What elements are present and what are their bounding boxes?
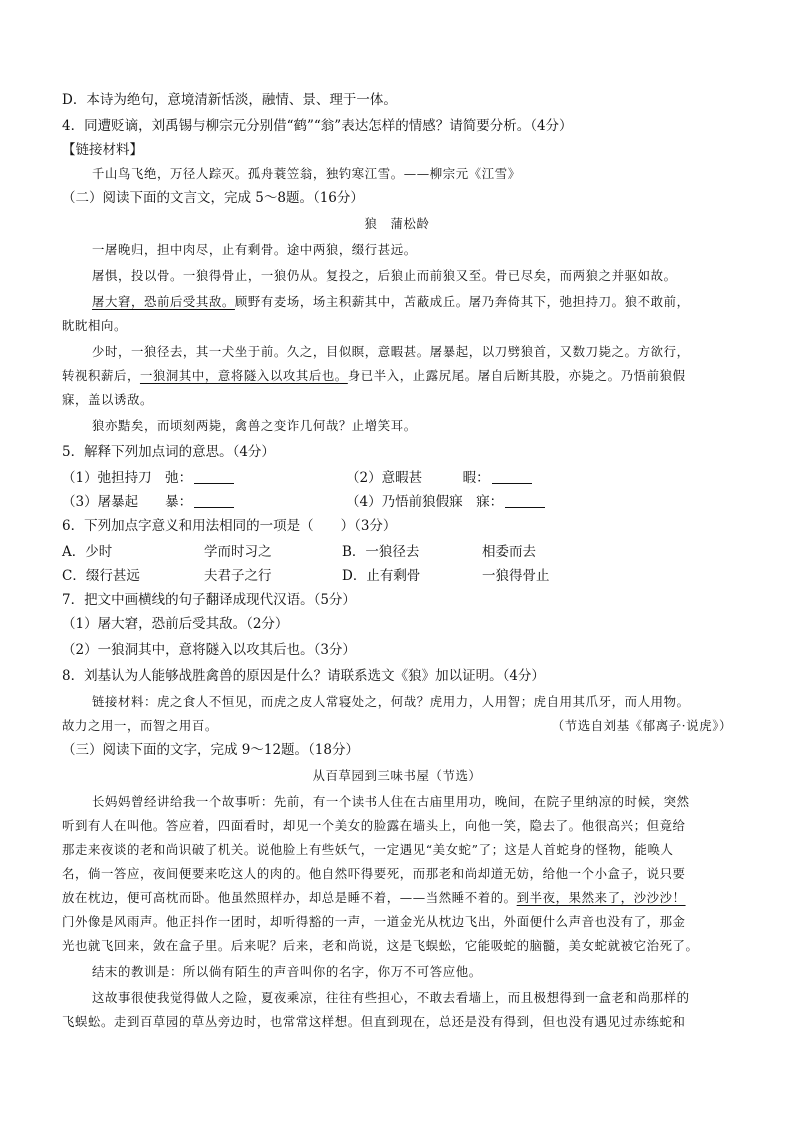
underlined-sentence-2: 一狼洞其中，意将隧入以攻其后也。 (139, 368, 348, 383)
bcy-line-7: 光也就飞回来，敛在盒子里。后来呢？后来，老和尚说，这是飞蜈蚣，它能吸蛇的脑髓，美女蛇就被它治死了。 (62, 938, 699, 953)
link-poem: 千山鸟飞绝，万径人踪灭。孤舟蓑笠翁，独钓寒江雪。——柳宗元《江雪》 (92, 166, 521, 181)
q5-item-3: （3）屠暴起 暴： (62, 492, 234, 512)
answer-blank[interactable] (492, 469, 532, 484)
answer-blank[interactable] (194, 469, 234, 484)
wolf-paragraph-2: 屠惧，投以骨。一狼得骨止，一狼仍从。复投之，后狼止而前狼又至。骨已尽矣，而两狼之并驱如故。 (92, 268, 677, 283)
q6-option-b: B．一狼径去 (342, 544, 420, 560)
wolf-paragraph-1: 一屠晚归，担中肉尽，止有剩骨。途中两狼，缀行甚远。 (92, 242, 417, 257)
wolf-paragraph-4-end: 寐，盖以诱敌。 (62, 392, 153, 407)
bcy-line-9: 这故事很使我觉得做人之险，夏夜乘凉，往往有些担心，不敢去看墙上，而且极想得到一盒老和尚那样的 (92, 990, 690, 1005)
bcy-title: 从百草园到三味书屋（节选） (312, 768, 482, 783)
wolf-title: 狼 蒲松龄 (364, 216, 430, 231)
q5-item-2: （2）意暇甚 暇： (346, 468, 532, 488)
answer-blank[interactable] (194, 493, 234, 508)
bcy-line-3: 那走来夜谈的老和尚识破了机关。说他脸上有些妖气，一定遇见“美女蛇”了；这是人首蛇身的怪物，能唤人 (62, 842, 674, 857)
underlined-sentence-1: 屠大窘，恐前后受其敌。 (92, 294, 235, 309)
q8-link-material-cont: 故力之用一，而智之用百。 (62, 718, 218, 733)
bcy-line-1: 长妈妈曾经讲给我一个故事听：先前，有一个读书人住在古庙里用功，晚间，在院子里纳凉的时候，突然 (92, 794, 690, 809)
bcy-line-4: 名，倘一答应，夜间便要来吃这人的肉的。他自然吓得要死，而那老和尚却道无妨，给他一个小盒子，说只要 (62, 866, 686, 881)
question-4: 4．同遭贬谪，刘禹锡与柳宗元分别借“鹤”“翁”表达怎样的情感？请简要分析。（4分） (62, 118, 573, 134)
question-5: 5．解释下列加点词的意思。（4分） (62, 444, 275, 460)
q6-option-c: C．缀行甚远 (62, 568, 140, 584)
q5-item-4: （4）乃悟前狼假寐 寐： (346, 492, 545, 512)
question-7: 7．把文中画横线的句子翻译成现代汉语。（5分） (62, 592, 356, 608)
bcy-line-5: 放在枕边，便可高枕而卧。他虽然照样办，却总是睡不着，——当然睡不着的。到半夜，果然来了，沙沙沙！ (62, 890, 686, 905)
wolf-paragraph-5: 狼亦黠矣，而顷刻两毙，禽兽之变诈几何哉？止增笑耳。 (92, 418, 417, 433)
q5-item-1: （1）弛担持刀 弛： (62, 468, 234, 488)
q6-option-b-compare: 相委而去 (482, 544, 536, 560)
bcy-line-10: 飞蜈蚣。走到百草园的草丛旁边时，也常常这样想。但直到现在，总还是没有得到，但也没有遇见过赤练蛇和 (62, 1014, 686, 1029)
question-8: 8．刘基认为人能够战胜禽兽的原因是什么？请联系选文《狼》加以证明。（4分） (62, 668, 545, 684)
q8-source: （节选自刘基《郁离子·说虎》） (551, 718, 732, 733)
question-6: 6．下列加点字意义和用法相同的一项是（ ）（3分） (62, 518, 397, 534)
wolf-paragraph-3-cont: 眈眈相向。 (62, 318, 127, 333)
wolf-paragraph-4-cont: 转视积薪后，一狼洞其中，意将隧入以攻其后也。身已半入，止露尻尾。屠自后断其股，亦毙之。乃悟前狼假 (62, 368, 686, 383)
underlined-sentence-3: 到半夜，果然来了，沙沙沙！ (516, 890, 686, 905)
answer-blank[interactable] (505, 493, 545, 508)
section-3-heading: （三）阅读下面的文字，完成 9～12题。（18分） (62, 742, 359, 758)
q6-option-d-compare: 一狼得骨止 (482, 568, 550, 584)
q7-item-1: （1）屠大窘，恐前后受其敌。（2分） (62, 616, 289, 632)
bcy-line-6: 门外像是风雨声。他正抖作一团时，却听得豁的一声，一道金光从枕边飞出，外面便什么声音也没有了，那金 (62, 914, 686, 929)
q6-option-a: A．少时 (62, 544, 113, 560)
link-material-label: 【链接材料】 (62, 142, 143, 158)
q8-link-material: 链接材料：虎之食人不恒见，而虎之皮人常寝处之，何哉？虎用力，人用智；虎自用其爪牙，而人用物。 (92, 694, 690, 709)
wolf-paragraph-3: 屠大窘，恐前后受其敌。顾野有麦场，场主积薪其中，苫蔽成丘。屠乃奔倚其下，弛担持刀。狼不敢前， (92, 294, 690, 309)
q6-option-a-compare: 学而时习之 (204, 544, 272, 560)
bcy-line-8: 结末的教训是：所以倘有陌生的声音叫你的名字，你万不可答应他。 (92, 964, 482, 979)
q3-option-d: D．本诗为绝句，意境清新恬淡，融情、景、理于一体。 (62, 92, 397, 108)
q6-option-c-compare: 夫君子之行 (204, 568, 272, 584)
q6-option-d: D．止有剩骨 (342, 568, 421, 584)
wolf-paragraph-4: 少时，一狼径去，其一犬坐于前。久之，目似瞑，意暇甚。屠暴起，以刀劈狼首，又数刀毙之。方欲行， (92, 344, 690, 359)
section-2-heading: （二）阅读下面的文言文，完成 5～8题。（16分） (62, 190, 364, 206)
q7-item-2: （2）一狼洞其中，意将隧入以攻其后也。（3分） (62, 642, 356, 658)
bcy-line-2: 听到有人在叫他。答应着，四面看时，却见一个美女的脸露在墙头上，向他一笑，隐去了。他很高兴；但竟给 (62, 818, 686, 833)
